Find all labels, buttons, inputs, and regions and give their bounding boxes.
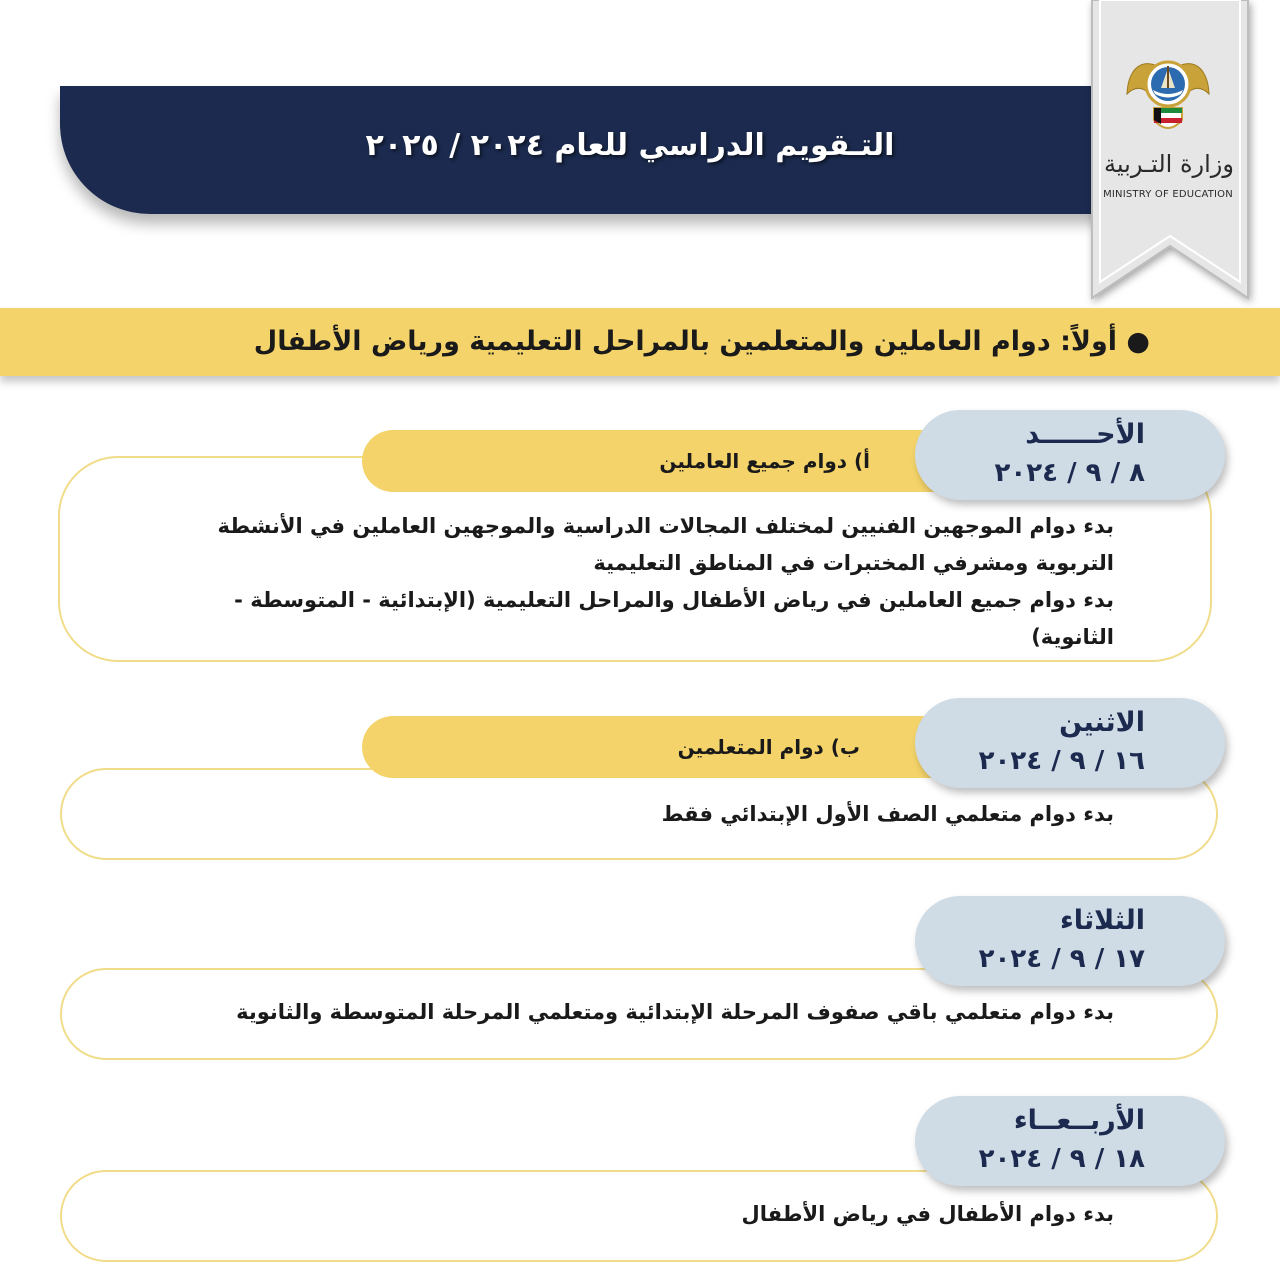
day-name: الثلاثاء	[1060, 905, 1145, 936]
entry-text	[100, 994, 1114, 1031]
date-badge	[915, 1096, 1225, 1186]
entry-line: التربوية ومشرفي المختبرات في المناطق التعليمية	[593, 551, 1114, 575]
entry-line: بدء دوام الموجهين الفنيين لمختلف المجالات الدراسية والموجهين العاملين في الأنشطة	[217, 514, 1114, 538]
day-date: ١٧ / ٩ / ٢٠٢٤	[978, 944, 1145, 974]
date-badge	[915, 896, 1225, 986]
day-name: الأحــــــد	[1025, 419, 1145, 450]
page-title: التـقويم الدراسي للعام ٢٠٢٤ / ٢٠٢٥	[365, 128, 895, 163]
section-title: أولاً: دوام العاملين والمتعلمين بالمراحل التعليمية ورياض الأطفال	[253, 326, 1118, 357]
ministry-name-arabic: وزارة التـربية	[1104, 150, 1234, 178]
entry-line: بدء دوام جميع العاملين في رياض الأطفال والمراحل التعليمية (الإبتدائية - المتوسطة -	[234, 588, 1114, 612]
entry-text	[300, 1196, 1114, 1233]
day-date: ١٦ / ٩ / ٢٠٢٤	[978, 746, 1145, 776]
entry-line: بدء دوام متعلمي الصف الأول الإبتدائي فقط	[661, 802, 1114, 826]
entry-tag: ب) دوام المتعلمين	[362, 716, 1002, 778]
entry-tag: أ) دوام جميع العاملين	[362, 430, 1002, 492]
entry-line: بدء دوام متعلمي باقي صفوف المرحلة الإبتدائية ومتعلمي المرحلة المتوسطة والثانوية	[236, 1000, 1114, 1024]
entry-line: الثانوية)	[1031, 625, 1114, 649]
bullet-icon: ●	[1117, 326, 1150, 357]
day-name: الاثنين	[1059, 707, 1145, 738]
kuwait-emblem-icon	[1123, 44, 1213, 144]
entry-text	[96, 508, 1114, 656]
date-badge	[915, 698, 1225, 788]
entry-line: بدء دوام الأطفال في رياض الأطفال	[741, 1202, 1114, 1226]
section-heading	[160, 322, 1150, 362]
day-name: الأربــعــاء	[1013, 1105, 1145, 1136]
day-date: ١٨ / ٩ / ٢٠٢٤	[978, 1144, 1145, 1174]
entry-text	[300, 796, 1114, 833]
date-badge	[915, 410, 1225, 500]
ministry-name-english: MINISTRY OF EDUCATION	[1103, 189, 1233, 200]
day-date: ٨ / ٩ / ٢٠٢٤	[994, 458, 1145, 488]
